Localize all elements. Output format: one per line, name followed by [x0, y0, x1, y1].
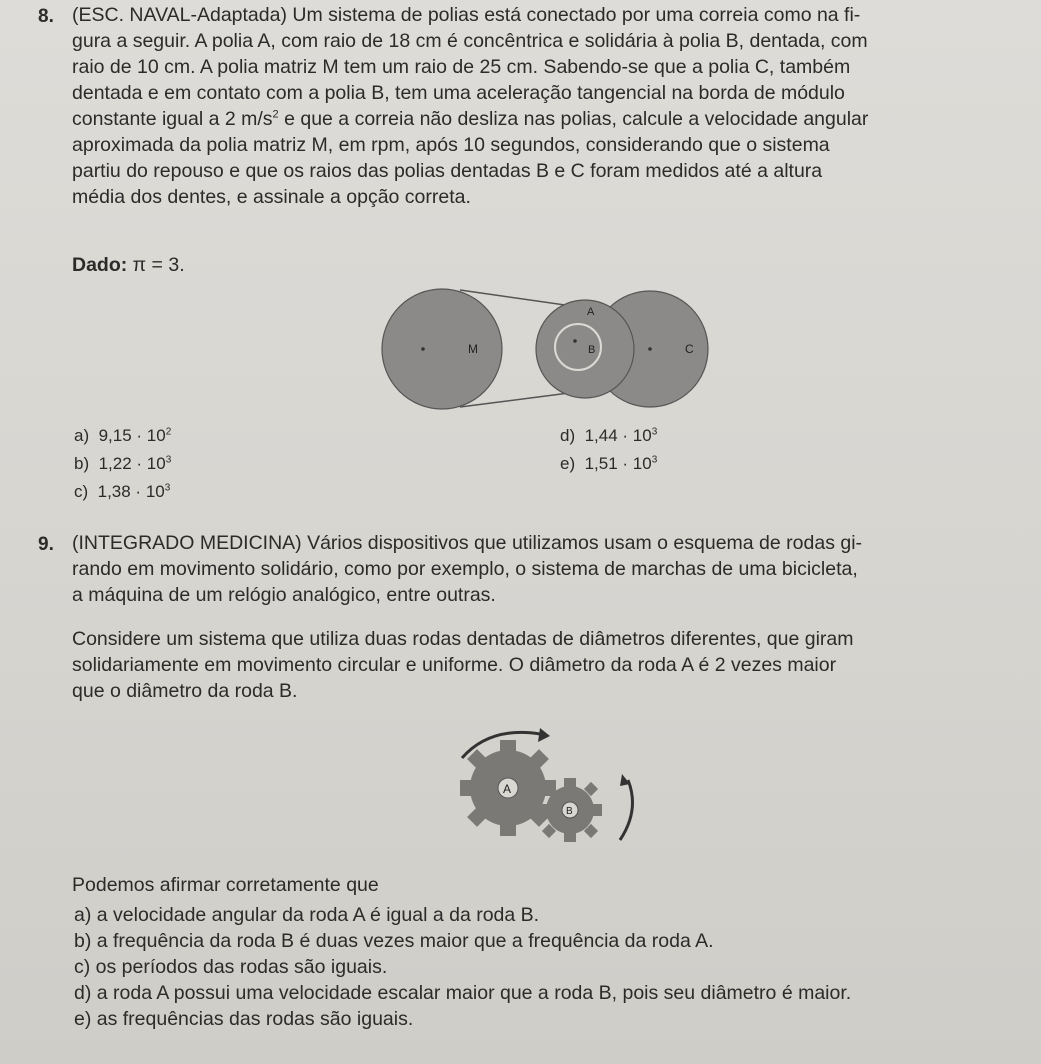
q8-option-b [74, 454, 171, 474]
q8-line-6: aproximada da polia matriz M, em rpm, após 10 segundos, considerando que o sistema [72, 134, 830, 156]
q8-line-5-sup: 2 [272, 108, 279, 121]
q9-context-line-2: solidariamente em movimento circular e uniforme. O diâmetro da roda A é 2 vezes maior [72, 654, 837, 676]
q8-line-4: dentada e em contato com a polia B, tem uma aceleração tangencial na borda de módulo [72, 82, 845, 104]
q8-line-1: (ESC. NAVAL-Adaptada) Um sistema de polias está conectado por uma correia como na fi- [72, 4, 861, 26]
question-8-text [72, 2, 868, 210]
q8-option-b-exp: 3 [165, 454, 172, 466]
pulley-c-center [648, 347, 652, 351]
q8-option-a-exp: 2 [165, 426, 172, 438]
rotation-arrow-b [620, 780, 633, 840]
q8-dado-value: π = 3. [132, 254, 185, 276]
q8-dado [72, 252, 185, 278]
q8-dado-label: Dado: [72, 254, 128, 276]
pulley-b-label: B [588, 344, 596, 356]
q8-option-c-exp: 3 [164, 482, 171, 494]
q9-line-2: rando em movimento solidário, como por exemplo, o sistema de marchas de uma bicicleta, [72, 558, 858, 580]
q9-options [74, 902, 851, 1032]
q9-option-a: a) a velocidade angular da roda A é igual a da roda B. [74, 904, 540, 926]
q8-line-7: partiu do repouso e que os raios das polias dentadas B e C foram medidos até a altura [72, 160, 823, 182]
q8-line-2: gura a seguir. A polia A, com raio de 18 cm é concêntrica e solidária à polia B, dentada, com [72, 30, 868, 52]
q8-option-d-letter: d) [560, 426, 576, 445]
pulley-b-center [573, 339, 577, 343]
question-8-number: 8. [38, 6, 54, 27]
rotation-arrow-a-head [538, 728, 550, 742]
q9-line-3: a máquina de um relógio analógico, entre outras. [72, 584, 496, 606]
q8-option-a-letter: a) [74, 426, 90, 445]
question-9-number: 9. [38, 534, 54, 555]
question-9-text [72, 530, 862, 608]
q8-line-5 [72, 106, 868, 132]
q9-context-line-1: Considere um sistema que utiliza duas rodas dentadas de diâmetros diferentes, que giram [72, 628, 854, 650]
q8-option-c [74, 482, 170, 502]
q9-option-b: b) a frequência da roda B é duas vezes maior que a frequência da roda A. [74, 930, 714, 952]
q9-line-1: (INTEGRADO MEDICINA) Vários dispositivos que utilizamos usam o esquema de rodas gi- [72, 532, 863, 554]
q8-option-e-letter: e) [560, 454, 576, 473]
q9-option-d: d) a roda A possui uma velocidade escalar maior que a roda B, pois seu diâmetro é maior. [74, 982, 852, 1004]
pulley-diagram [360, 285, 720, 415]
q8-option-e-exp: 3 [651, 454, 658, 466]
q9-context-line-3: que o diâmetro da roda B. [72, 680, 298, 702]
q8-line-5-pre: constante igual a 2 m/s [72, 108, 273, 130]
q8-option-b-letter: b) [74, 454, 90, 473]
gear-a-label: A [503, 782, 512, 796]
gear-b-label: B [566, 806, 573, 817]
question-9-context [72, 626, 854, 704]
pulley-m-center [421, 347, 425, 351]
q8-option-a [74, 426, 171, 446]
q8-option-d-exp: 3 [651, 426, 658, 438]
gears-diagram [440, 718, 640, 858]
q8-line-5-post: e que a correia não desliza nas polias, calcule a velocidade angular [278, 108, 869, 130]
q8-option-c-letter: c) [74, 482, 89, 501]
q8-line-3: raio de 10 cm. A polia matriz M tem um raio de 25 cm. Sabendo-se que a polia C, também [72, 56, 851, 78]
q9-option-e: e) as frequências das rodas são iguais. [74, 1008, 414, 1030]
pulley-m-label: M [468, 342, 478, 356]
q9-option-c: c) os períodos das rodas são iguais. [74, 956, 388, 978]
pulley-m [382, 289, 502, 409]
q9-prompt: Podemos afirmar corretamente que [72, 874, 379, 896]
q8-option-d-value: 1,44 · 10 [584, 426, 652, 445]
pulley-a-label: A [587, 306, 595, 318]
q8-line-8: média dos dentes, e assinale a opção correta. [72, 186, 471, 208]
q8-option-e-value: 1,51 · 10 [584, 454, 652, 473]
q8-option-e [560, 454, 657, 474]
q8-option-d [560, 426, 657, 446]
q8-option-b-value: 1,22 · 10 [98, 454, 166, 473]
q8-option-c-value: 1,38 · 10 [97, 482, 165, 501]
q8-option-a-value: 9,15 · 10 [98, 426, 166, 445]
pulley-c-label: C [685, 342, 694, 356]
